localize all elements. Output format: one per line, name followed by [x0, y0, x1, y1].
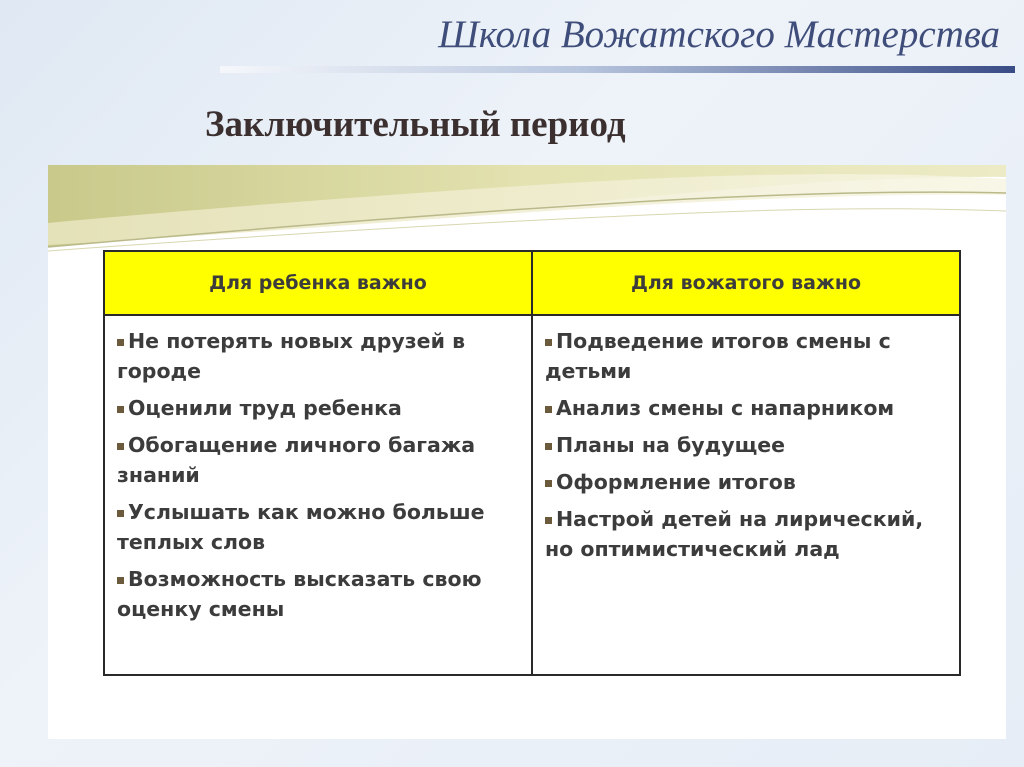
bullet-icon — [545, 517, 552, 524]
list-item: Оценили труд ребенка — [117, 393, 521, 423]
bullet-icon — [117, 510, 124, 517]
table-row — [104, 315, 960, 675]
bullet-icon — [545, 480, 552, 487]
bullet-icon — [117, 406, 124, 413]
bullet-icon — [117, 339, 124, 346]
school-title: Школа Вожатского Мастерства — [438, 13, 1000, 56]
page-title: Заключительный период — [205, 104, 626, 145]
bullet-icon — [545, 339, 552, 346]
list-item: Возможность высказать свою оценку смены — [117, 567, 482, 621]
comparison-table — [103, 250, 961, 676]
list-item: Оформление итогов — [545, 467, 949, 497]
bullet-icon — [545, 443, 552, 450]
counselor-items-cell — [532, 315, 960, 675]
list-item: Анализ смены с напарником — [545, 393, 949, 423]
decorative-wave — [48, 165, 1006, 260]
bullet-icon — [117, 443, 124, 450]
header-counselor-important: Для вожатого важно — [532, 251, 960, 315]
table-header-row — [104, 251, 960, 315]
list-item: Настрой детей на лирический, но оптимистический лад — [545, 507, 924, 561]
bullet-icon — [117, 577, 124, 584]
bullet-icon — [545, 406, 552, 413]
header-child-important: Для ребенка важно — [104, 251, 532, 315]
list-item: Услышать как можно больше теплых слов — [117, 500, 485, 554]
counselor-items-list — [545, 326, 949, 564]
child-items-list — [117, 326, 521, 624]
list-item: Обогащение личного багажа знаний — [117, 433, 476, 487]
list-item: Не потерять новых друзей в городе — [117, 329, 466, 383]
list-item: Подведение итогов смены с детьми — [545, 329, 891, 383]
top-divider — [220, 66, 1015, 73]
child-items-cell — [104, 315, 532, 675]
list-item: Планы на будущее — [545, 430, 949, 460]
